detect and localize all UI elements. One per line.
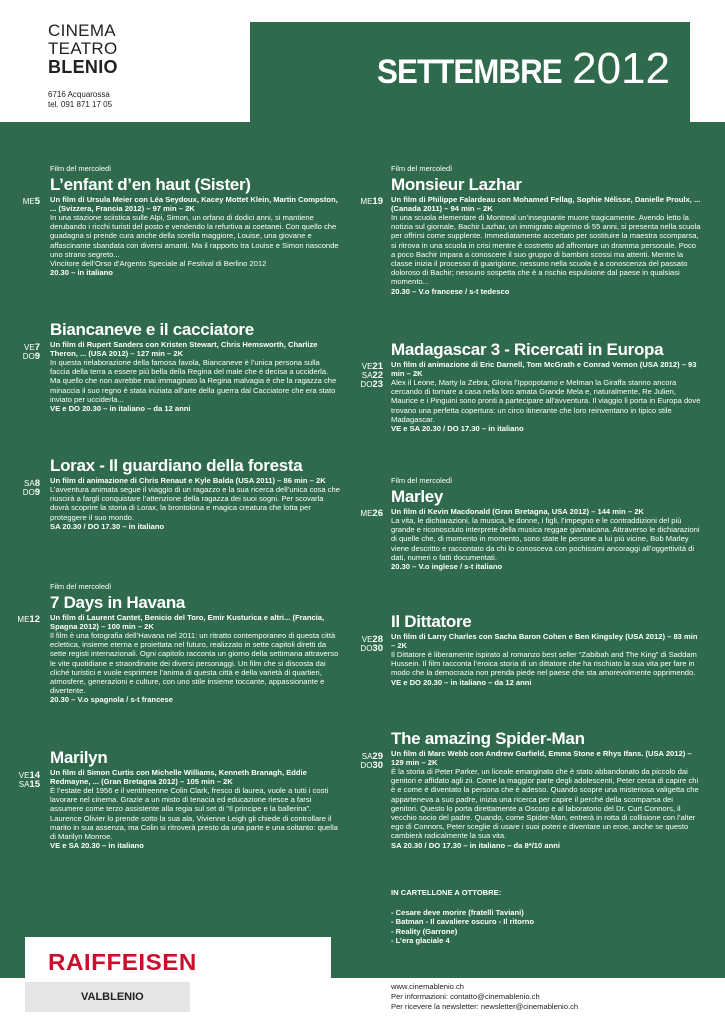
film-credits: Un film di Rupert Sanders con Kristen Stewart, Chris Hemsworth, Charlize Theron, ... (USA 2012) – 127 min – 2K — [50, 340, 318, 358]
film-description: La vita, le dichiarazioni, la musica, le donne, i figli, l’impegno e le contraddizioni del più grande e riconosciuto interprete della musica reggae giamaicana. Attraverso le dichiarazioni di quelle che, di momento in momento, sono state le persone a lui più vicine, Bob Marley viene descritto e raccontato da chi lo conosceva con pochissimi ancoraggi all’oggettività di dati, numeri o fatti documentati. — [391, 516, 700, 562]
film-item — [391, 164, 701, 296]
cinema-logo — [48, 22, 118, 76]
film-title: 7 Days in Havana — [50, 593, 186, 612]
page-title — [361, 44, 670, 96]
film-kicker: Film del mercoledì — [391, 164, 453, 173]
film-description: L’avventura animata segue il viaggio di un ragazzo e la sua ricerca dell’unica cosa che riuscirà a fargli conquistare l’attenzione della ragazza dei suoi sogni. Per scovarla dovrà scoprire la storia di Lorax, la brontolona e magica creatura che lotta per proteggere il suo mondo. — [50, 485, 341, 522]
film-item — [391, 612, 701, 687]
film-dates: SA29 DO30 — [360, 751, 383, 771]
sponsor-box — [25, 937, 331, 1024]
film-description: In una scuola elementare di Montreal un’insegnante muore tragicamente. Avendo letto la notizia sul giornale, Bachir Lazhar, un immigrato algerino di 55 anni, si presenta nella scuola per offrirsi come supplente. Immediatamente accettato per sostituire la maestra scomparsa, si ritrova in una scuola in crisi mentre è costretto ad affrontare un dramma personale. Poco a poco Bachir impara a conoscere il suo gruppo di bambini scossi ma attenti. Mentre la classe inizia il processo di guarigione, nessuno nella scuola è a conoscenza del passato doloroso di Bachir; nessuno sospetta che è a rischio espulsione dal paese in qualsiasi momento... — [391, 213, 701, 287]
film-schedule: VE e DO 20.30 – in italiano – da 12 anni — [50, 404, 191, 414]
cinema-header — [0, 0, 250, 122]
address-line: 6716 Acquarossa — [48, 90, 110, 99]
title-month: SETTEMBRE — [377, 53, 563, 91]
film-description: In una stazione sciistica sulle Alpi, Simon, un orfano di dodici anni, si mantiene derubando i ricchi turisti del posto e vendendo la refurtiva ai coetanei. Con quello che guadagna si prende cura anche della sorella maggiore, Louise, una giovane e affascinante sbandata con diversi amanti. Ma il rapporto tra Louise e Simon nasconde uno strano segreto... — [50, 213, 339, 259]
film-schedule: VE e DO 20.30 – in italiano – da 12 anni — [391, 677, 532, 687]
upcoming-films — [391, 888, 691, 946]
film-item — [50, 164, 340, 277]
film-item — [50, 748, 340, 850]
film-title: Madagascar 3 - Ricercati in Europa — [391, 340, 664, 359]
film-description: In questa rielaborazione della famosa favola, Biancaneve è l’unica persona sulla faccia della terra a essere più bella della Regina del male che è decisa a ucciderla. Ma quello che non avrebbe mai immaginato la Regina malvagia è che la ragazza che minaccia il suo regno è stata iniziata all’arte della guerra dal Cacciatore che era stato inviato per ucciderla... — [50, 358, 337, 404]
upcoming-item: - Cesare deve morire (fratelli Taviani) — [391, 907, 524, 917]
film-title: Marilyn — [50, 748, 108, 767]
film-dates: ME26 — [360, 508, 383, 519]
film-dates: ME12 — [17, 614, 40, 625]
cinema-address — [48, 90, 112, 110]
film-dates: ME19 — [360, 196, 383, 207]
film-item — [391, 340, 701, 433]
film-dates: VE21 SA22 DO23 — [360, 361, 383, 390]
film-title: The amazing Spider-Man — [391, 729, 585, 748]
film-dates: VE28 DO30 — [360, 634, 383, 654]
title-band — [250, 22, 690, 122]
film-credits: Un film di animazione di Chris Renaut e Kyle Balda (USA 2011) – 86 min – 2K — [50, 476, 326, 485]
film-kicker: Film del mercoledì — [391, 476, 453, 485]
phone-line: tel. 091 871 17 05 — [48, 100, 113, 109]
film-credits: Un film di Ursula Meier con Léa Seydoux, Kacey Mottet Klein, Martin Compston, ... (Svizzera, Francia 2012) – 97 min – 2K — [50, 195, 338, 213]
film-kicker: Film del mercoledì — [50, 582, 112, 591]
film-credits: Un film di Marc Webb con Andrew Garfield, Emma Stone e Rhys Ifans. (USA 2012) – 129 min – 2K — [391, 749, 692, 767]
film-item — [50, 320, 340, 413]
title-year: 2012 — [572, 44, 670, 93]
film-title: Il Dittatore — [391, 612, 472, 631]
footer-info-email[interactable]: Per informazioni: contatto@cinemablenio.ch — [391, 992, 540, 1001]
sponsor-region: VALBLENIO — [81, 991, 144, 1003]
film-title: Marley — [391, 487, 444, 506]
logo-line-2: TEATRO — [48, 39, 118, 58]
film-title: L’enfant d’en haut (Sister) — [50, 175, 251, 194]
film-credits: Un film di animazione di Eric Darnell, Tom McGrath e Conrad Vernon (USA 2012) – 93 min – 2K — [391, 360, 697, 378]
film-credits: Un film di Kevin Macdonald (Gran Bretagna, USA 2012) – 144 min – 2K — [391, 507, 644, 516]
film-description: Alex il Leone, Marty la Zebra, Gloria l’Ippopotamo e Melman la Giraffa stanno ancora cercando di tornare a casa nella loro amata Grande Mela e, naturalmente, Re Julien, Maurice e i Pinguini sono pronti a partecipare all’avventura. Il viaggio li porta in Europa dove trovano una perfetta copertura: un circo itinerante che loro reinventano in tipico stile Madagascar. — [391, 378, 701, 424]
film-item — [391, 729, 701, 850]
film-schedule: SA 20.30 / DO 17.30 – in italiano — [50, 521, 165, 531]
film-description: È la storia di Peter Parker, un liceale emarginato che è stato abbandonato da piccolo dai genitori e affidato agli zii. Come la maggior parte degli adolescenti, Peter cerca di capire chi è e come è diventato la persona che è adesso. Quando scopre una misteriosa valigetta che apparteneva a suo padre, inizia una ricerca per capire il perché della scomparsa dei genitori. Questo lo porta direttamente a Oscorp e al laboratorio del Dr. Curt Connors, il vecchio socio del padre. Quando, come Spider-Man, entrerà in rotta di collisione con l’alter ego di Connors, Peter sceglie di usare i suoi poteri e diventare un eroe, anche se questo cambierà radicalmente la sua vita. — [391, 767, 699, 841]
upcoming-item: - Reality (Garrone) — [391, 926, 458, 936]
film-schedule: 20.30 – V.o spagnola / s-t francese — [50, 695, 173, 705]
film-credits: Un film di Simon Curtis con Michelle Williams, Kenneth Branagh, Eddie Redmayne, ... (Gran Bretagna 2012) – 105 min – 2K — [50, 768, 307, 786]
upcoming-item: - Batman - Il cavaliere oscuro - Il ritorno — [391, 917, 535, 926]
film-title: Monsieur Lazhar — [391, 175, 522, 194]
film-title: Lorax - Il guardiano della foresta — [50, 456, 303, 475]
film-item — [391, 476, 701, 571]
film-credits: Un film di Philippe Falardeau con Mohamed Fellag, Sophie Nélisse, Danielle Proulx, ... (Canada 2011) – 94 min – 2K — [391, 195, 701, 213]
film-item — [50, 582, 340, 704]
film-dates: SA8 DO9 — [22, 478, 40, 498]
film-dates: VE14 SA15 — [18, 770, 40, 790]
film-description: Il film è una fotografia dell’Havana nel 2011: un ritratto contemporaneo di questa città eclettica, insieme eterna e proiettata nel futuro, realizzato in sette capitoli diretti da sette registi internazionali. Ogni capitolo racconta un giorno della settimana attraverso le vite quotidiane e straordinarie dei diversi personaggi. Un film che si discosta dai cliché turistici e vuole esprimere l’anima di questa città e della varietà di quartieri, atmosfere, generazioni e culture, con uno stile insieme toccante, appassionante e divertente. — [50, 631, 339, 696]
film-credits: Un film di Laurent Cantet, Benicio del Toro, Emir Kusturica e altri... (Francia, Spagna 2012) – 100 min – 2K — [50, 613, 325, 631]
film-schedule: 20.30 – in italiano — [50, 268, 113, 278]
footer-newsletter-email[interactable]: Per ricevere la newsletter: newsletter@cinemablenio.ch — [391, 1002, 579, 1011]
logo-line-3: BLENIO — [48, 57, 118, 77]
film-description: Il Dittatore è liberamente ispirato al romanzo best seller “Zabibah and The King” di Saddam Hussein. Il film racconta l’eroica storia di un dittatore che ha rischiato la sua vita per fare in modo che la democrazia non prenda piede nel paese che sta amorevolmente opprimendo. — [391, 650, 697, 678]
film-schedule: VE e SA 20.30 – in italiano — [50, 841, 144, 851]
film-note: Vincitore dell’Orso d’Argento Speciale al Festival di Berlino 2012 — [50, 259, 267, 269]
film-dates: VE7 DO9 — [22, 342, 40, 362]
sponsor-logo: RAIFFEISEN — [48, 949, 197, 975]
upcoming-item: - L’era glaciale 4 — [391, 936, 450, 945]
film-credits: Un film di Larry Charles con Sacha Baron Cohen e Ben Kingsley (USA 2012) – 83 min – 2K — [391, 632, 698, 650]
film-kicker: Film del mercoledì — [50, 164, 112, 173]
film-title: Biancaneve e il cacciatore — [50, 320, 254, 339]
film-schedule: 20.30 – V.o francese / s-t tedesco — [391, 286, 510, 296]
film-schedule: VE e SA 20.30 / DO 17.30 – in italiano — [391, 424, 524, 434]
film-schedule: 20.30 – V.o inglese / s-t italiano — [391, 562, 503, 572]
footer-website[interactable]: www.cinemablenio.ch — [391, 982, 465, 991]
film-item — [50, 456, 340, 531]
footer-contacts — [391, 982, 578, 1012]
logo-line-1: CINEMA — [48, 21, 116, 40]
sponsor-region-box — [25, 982, 190, 1012]
film-dates: ME5 — [22, 196, 40, 207]
upcoming-heading: IN CARTELLONE A OTTOBRE: — [391, 888, 502, 897]
film-schedule: SA 20.30 / DO 17.30 – in italiano – da 8*/10 anni — [391, 840, 560, 850]
film-description: È l’estate del 1956 e il ventitreenne Colin Clark, fresco di laurea, vuole a tutti i costi lavorare nel cinema. Grazie a un misto di tenacia ed educazione riesce a farsi assumere come terzo assistente alla regia sul set di “Il principe e la ballerina”. Laurence Olivier lo prende sotto la sua ala, Vivienne Leigh gli chiede di controllare il marito in sua assenza, ma Colin si ritroverà presto da una parte e una soltanto: quella di Marilyn Monroe. — [50, 786, 338, 842]
